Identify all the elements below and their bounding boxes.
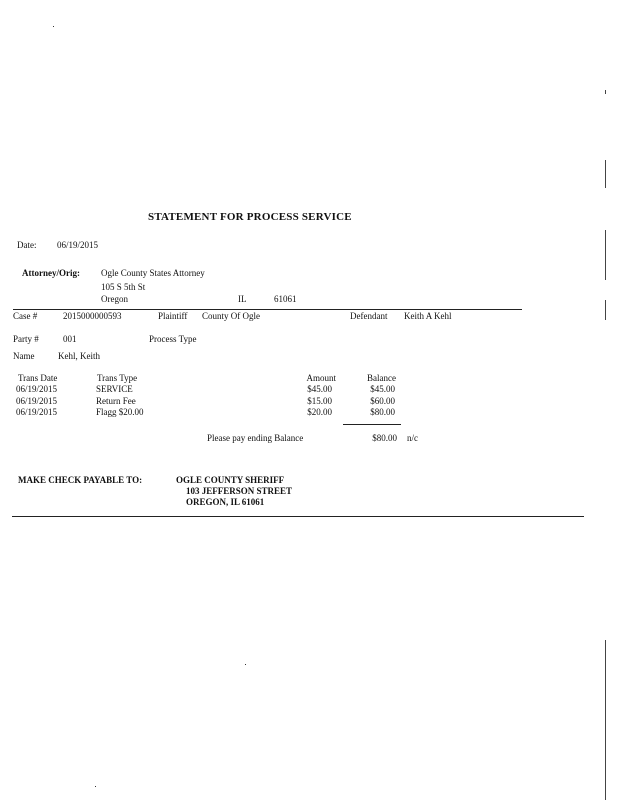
scan-edge-mark [605, 300, 606, 320]
payable-line3: OREGON, IL 61061 [186, 497, 265, 507]
trans-type: Flagg $20.00 [96, 407, 144, 417]
page-title: STATEMENT FOR PROCESS SERVICE [148, 211, 352, 223]
process-type-label: Process Type [149, 334, 197, 344]
trans-balance: $60.00 [370, 396, 395, 406]
attorney-street: 105 S 5th St [101, 282, 146, 292]
trans-balance: $80.00 [370, 407, 395, 417]
plaintiff-label: Plaintiff [158, 311, 188, 321]
party-number: 001 [63, 334, 77, 344]
attorney-state: IL [238, 294, 247, 304]
defendant-label: Defendant [350, 311, 388, 321]
trans-amount: $45.00 [307, 384, 332, 394]
trans-amount: $15.00 [307, 396, 332, 406]
scan-speck [53, 26, 54, 27]
plaintiff-value: County Of Ogle [202, 311, 260, 321]
scan-edge-mark [605, 90, 606, 94]
payable-line2: 103 JEFFERSON STREET [186, 486, 293, 496]
balance-underline [343, 424, 401, 425]
col-header-trans-date: Trans Date [18, 373, 58, 383]
attorney-label: Attorney/Orig: [22, 268, 80, 278]
ending-balance-value: $80.00 [372, 433, 397, 443]
trans-date: 06/19/2015 [16, 396, 58, 406]
name-label: Name [13, 351, 35, 361]
date-label: Date: [17, 240, 37, 250]
col-header-amount: Amount [306, 373, 336, 383]
scan-speck [95, 786, 96, 787]
date-value: 06/19/2015 [57, 240, 99, 250]
col-header-trans-type: Trans Type [97, 373, 138, 383]
scan-edge-mark [605, 640, 606, 800]
party-name: Kehl, Keith [58, 351, 100, 361]
ending-balance-label: Please pay ending Balance [207, 433, 304, 443]
trans-type: SERVICE [96, 384, 133, 394]
divider-bottom [12, 516, 584, 517]
col-header-balance: Balance [367, 373, 396, 383]
scan-edge-mark [605, 160, 606, 188]
case-label: Case # [13, 311, 38, 321]
divider-top [13, 309, 522, 310]
party-label: Party # [13, 334, 39, 344]
trans-type: Return Fee [96, 396, 136, 406]
trans-balance: $45.00 [370, 384, 395, 394]
scan-speck [245, 664, 246, 665]
ending-balance-suffix: n/c [407, 433, 418, 443]
defendant-value: Keith A Kehl [404, 311, 452, 321]
payable-label: MAKE CHECK PAYABLE TO: [18, 475, 143, 485]
trans-date: 06/19/2015 [16, 407, 58, 417]
trans-date: 06/19/2015 [16, 384, 58, 394]
trans-amount: $20.00 [307, 407, 332, 417]
case-number: 2015000000593 [63, 311, 122, 321]
payable-line1: OGLE COUNTY SHERIFF [176, 475, 285, 485]
scan-edge-mark [605, 230, 606, 280]
attorney-city: Oregon [101, 294, 128, 304]
attorney-zip: 61061 [274, 294, 297, 304]
attorney-name: Ogle County States Attorney [101, 268, 205, 278]
